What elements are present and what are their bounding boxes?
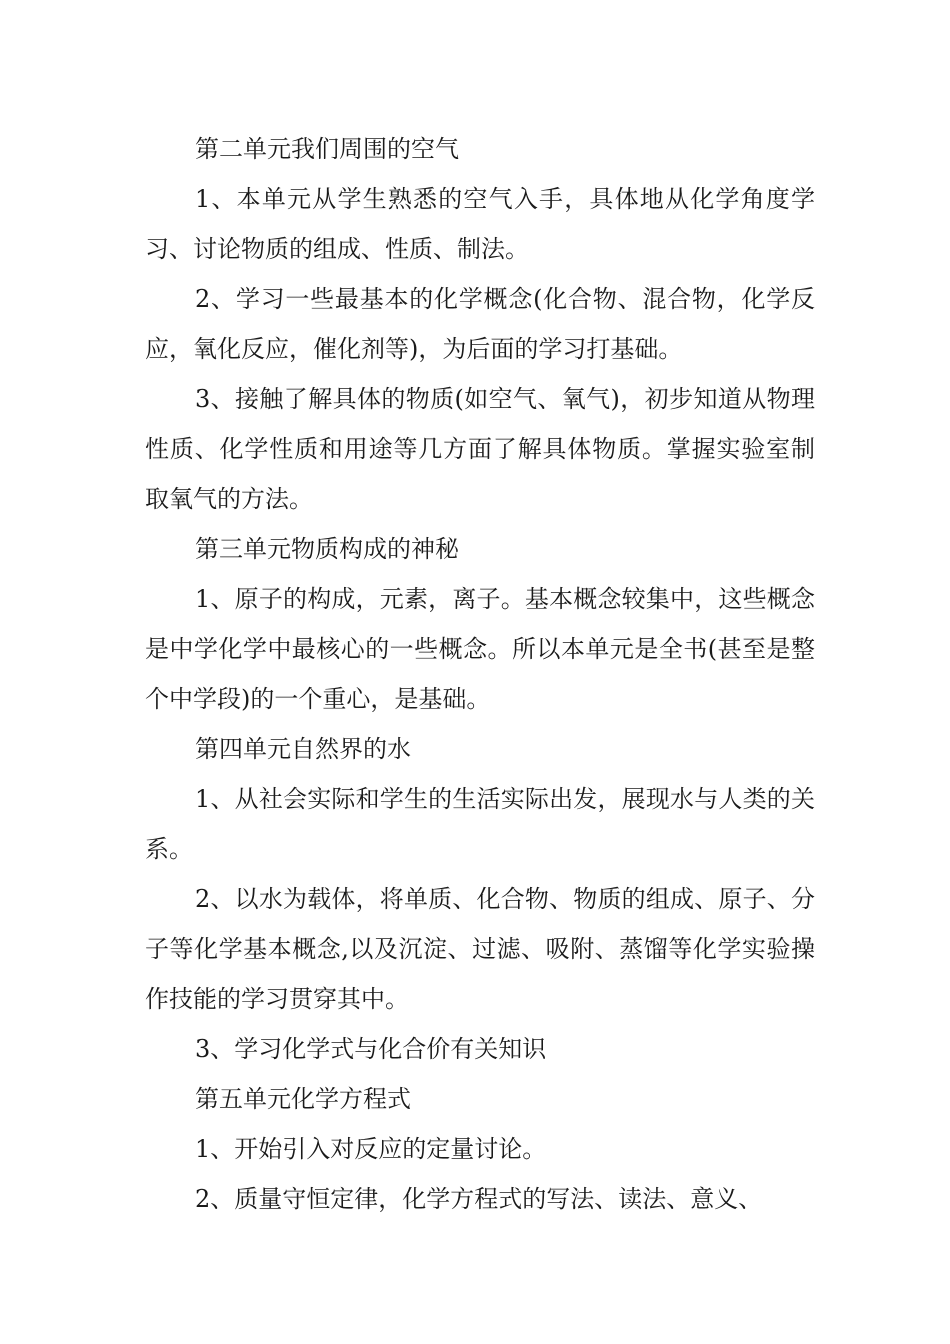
section-heading-unit-2: 第二单元我们周围的空气 [195,135,459,163]
paragraph: 3、接触了解具体的物质(如空气、氧气)，初步知道从物理性质、化学性质和用途等几方面了解具体物质。掌握实验室制取氧气的方法。 [145,385,815,513]
document-body [145,124,815,1224]
paragraph: 2、以水为载体，将单质、化合物、物质的组成、原子、分子等化学基本概念,以及沉淀、过滤、吸附、蒸馏等化学实验操作技能的学习贯穿其中。 [145,885,815,1013]
paragraph: 3、学习化学式与化合价有关知识 [195,1035,547,1063]
paragraph: 1、从社会实际和学生的生活实际出发，展现水与人类的关系。 [145,785,815,863]
section-heading-unit-5: 第五单元化学方程式 [195,1085,411,1113]
section-heading-unit-4: 第四单元自然界的水 [195,735,411,763]
paragraph: 1、开始引入对反应的定量讨论。 [195,1135,547,1163]
paragraph: 1、本单元从学生熟悉的空气入手，具体地从化学角度学习、讨论物质的组成、性质、制法。 [145,185,815,263]
section-heading-unit-3: 第三单元物质构成的神秘 [195,535,459,563]
paragraph: 1、原子的构成，元素，离子。基本概念较集中，这些概念是中学化学中最核心的一些概念。所以本单元是全书(甚至是整个中学段)的一个重心，是基础。 [145,585,815,713]
paragraph: 2、质量守恒定律，化学方程式的写法、读法、意义、 [195,1185,763,1213]
paragraph: 2、学习一些最基本的化学概念(化合物、混合物，化学反应，氧化反应，催化剂等)，为后面的学习打基础。 [145,285,815,363]
